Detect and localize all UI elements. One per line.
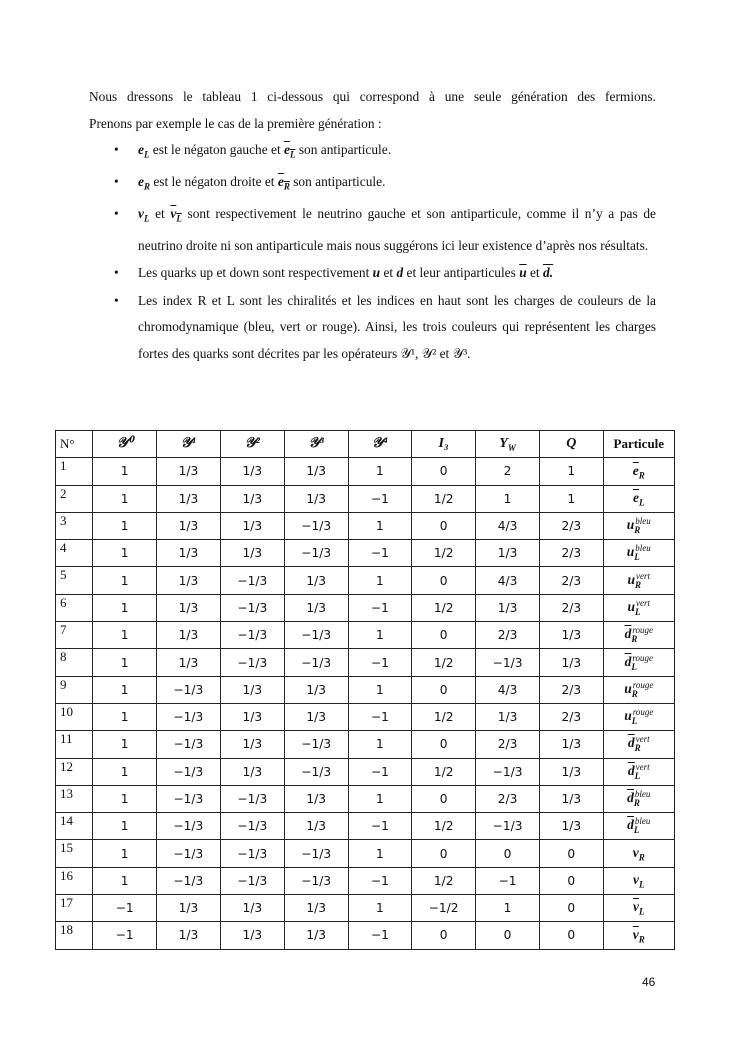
table-header-cell: 𝒴⁴ [348,431,412,458]
table-cell: −1/3 [284,649,348,676]
table-cell: −1/3 [220,785,284,812]
table-header-row [56,431,675,458]
table-cell: −1/3 [156,813,220,840]
table-row [56,895,675,922]
table-cell: 1/3 [220,676,284,703]
table-cell: 0 [540,840,604,867]
table-cell: 1 [540,458,604,485]
table-row [56,922,675,949]
particle-cell: $\overline{d}$ rouge L [603,649,674,676]
table-cell: 1 [93,485,157,512]
table-cell: 1/3 [284,458,348,485]
table-cell: 1 [93,458,157,485]
table-cell: 1/3 [540,813,604,840]
table-cell: 1/3 [220,922,284,949]
table-cell: −1 [93,895,157,922]
table-cell: −1 [348,922,412,949]
table-row [56,758,675,785]
table-cell: −1 [348,485,412,512]
particle-cell: u bleu R [603,512,674,539]
table-cell: −1 [476,867,540,894]
table-row [56,567,675,594]
table-cell: 1/3 [220,758,284,785]
table-cell: 2/3 [540,594,604,621]
table-header-cell: 𝒴¹ [156,431,220,458]
table-cell: 2/3 [540,703,604,730]
table-cell: 18 [56,922,93,949]
table-cell: 1 [93,540,157,567]
table-row [56,458,675,485]
symbol-d-bar: d. [543,265,554,281]
table-cell: −1/3 [476,649,540,676]
table-cell: 0 [476,922,540,949]
table-cell: 2/3 [540,512,604,539]
table-cell: 5 [56,567,93,594]
table-cell: 3 [56,512,93,539]
table-cell: 1/3 [156,594,220,621]
table-cell: 1/2 [412,540,476,567]
table-cell: 0 [540,867,604,894]
table-header-cell: $Y_W$ [476,431,540,458]
table-cell: 1 [93,567,157,594]
table-cell: 10 [56,703,93,730]
table-cell: −1/3 [220,567,284,594]
table-cell: −1/3 [156,731,220,758]
particle-cell: $\overline{d}$ vert L [603,758,674,785]
table-cell: 7 [56,622,93,649]
table-cell: 1/3 [220,458,284,485]
table-cell: 1/2 [412,813,476,840]
bullet-electron-left [114,137,656,168]
bullet-quarks [114,260,656,287]
table-cell: 0 [540,922,604,949]
table-header-cell: Q [540,431,604,458]
table-cell: 1/3 [284,813,348,840]
table-cell: 1 [540,485,604,512]
table-cell: 2/3 [540,676,604,703]
table-cell: 1 [93,594,157,621]
table-cell: −1/3 [156,758,220,785]
table-cell: 1/3 [540,785,604,812]
table-header-cell: 𝒴³ [284,431,348,458]
table-header-cell: I₃ [412,431,476,458]
table-cell: 1/3 [284,594,348,621]
table-row [56,731,675,758]
table-cell: −1 [348,594,412,621]
particle-cell: u rouge L [603,703,674,730]
particle-cell: $\overline{d}$ bleu L [603,813,674,840]
table-cell: −1/3 [220,622,284,649]
table-cell: 1 [348,895,412,922]
table-cell: 8 [56,649,93,676]
table-cell: 1 [348,622,412,649]
particle-cell: u vert L [603,594,674,621]
table-cell: 0 [476,840,540,867]
table-cell: 1/3 [540,649,604,676]
particle-cell: $\overline{d}$ bleu R [603,785,674,812]
table-cell: 1/3 [476,594,540,621]
table-cell: 1/3 [220,895,284,922]
table-cell: 1/3 [220,512,284,539]
table-cell: −1 [93,922,157,949]
symbol-nu-left-bar: $\nu_L$ [170,206,182,225]
table-cell: 12 [56,758,93,785]
table-cell: 1 [93,840,157,867]
table-cell: 1 [93,622,157,649]
bullet-dot-icon: • [114,292,119,308]
table-cell: 1/2 [412,485,476,512]
table-row [56,512,675,539]
table-cell: −1/3 [284,540,348,567]
table-cell: −1/3 [284,840,348,867]
table-cell: 1/3 [284,895,348,922]
table-cell: 13 [56,785,93,812]
table-cell: 1/3 [476,703,540,730]
bullet-dot-icon: • [114,265,119,281]
particle-cell: $\overline{\nu}_L$ [603,895,674,922]
bullet-text: et [526,265,543,281]
table-cell: 0 [412,922,476,949]
table-cell: 0 [412,840,476,867]
intro-line-2: Prenons par exemple le cas de la première génération : [89,116,382,131]
bullet-text: son antiparticule. [295,142,392,157]
table-cell: 2/3 [476,785,540,812]
table-cell: 1 [348,785,412,812]
table-cell: 1/3 [540,758,604,785]
table-cell: 1/3 [476,540,540,567]
table-cell: 1/3 [156,567,220,594]
table-cell: 1 [93,867,157,894]
table-row [56,840,675,867]
table-cell: 1 [348,731,412,758]
table-cell: 1 [93,512,157,539]
table-cell: −1 [348,540,412,567]
fermion-table [55,430,675,950]
page-number: 46 [642,975,656,989]
table-cell: 1/3 [220,485,284,512]
table-cell: 1 [476,485,540,512]
table-cell: 1/2 [412,703,476,730]
table-cell: 1 [56,458,93,485]
table-header-cell: 𝒴² [220,431,284,458]
table-cell: 0 [412,622,476,649]
table-cell: 1/3 [284,676,348,703]
bullet-dot-icon: • [114,206,119,222]
bullet-index [114,288,656,368]
table-cell: −1/3 [156,676,220,703]
bullet-dot-icon: • [114,174,119,190]
bullet-text: Les index R et L sont les chiralités et les indices en haut sont les charges de couleurs de la chromodynamique (bleu, vert or rouge). Ainsi, les trois couleurs qui représentent les charges fortes des quarks sont décrites par les opérateurs 𝒴¹, 𝒴² et 𝒴³. [138,292,656,361]
bullet-dot-icon: • [114,142,119,157]
symbol-nu-left: $\nu_L$ [138,206,150,225]
table-cell: −1/3 [156,703,220,730]
table-cell: −1/3 [220,594,284,621]
table-cell: 0 [412,458,476,485]
bullet-text: son antiparticule. [289,174,386,190]
symbol-e-right-bar: $e_R$ [277,174,290,192]
particle-cell: $\nu_L$ [603,867,674,894]
symbol-e-left: $e_L$ [138,142,150,160]
particle-cell: u bleu L [603,540,674,567]
table-cell: 1/3 [540,622,604,649]
table-cell: 0 [540,895,604,922]
table-cell: 1 [348,512,412,539]
table-header-cell: N° [56,431,93,458]
table-row [56,540,675,567]
table-cell: −1/2 [412,895,476,922]
table-cell: 1/3 [156,512,220,539]
table-cell: 1 [93,758,157,785]
table-cell: 1 [93,703,157,730]
table-cell: 1/3 [220,703,284,730]
symbol-u-bar: $\overline{u}$ [519,265,527,281]
table-cell: 0 [412,676,476,703]
table-cell: −1 [348,758,412,785]
table-cell: 1/3 [284,922,348,949]
bullet-text: et leur antiparticules [403,265,520,281]
table-cell: 1/3 [156,649,220,676]
table-cell: 1 [93,649,157,676]
table-cell: 1/2 [412,867,476,894]
table-cell: −1 [348,867,412,894]
table-row [56,622,675,649]
table-cell: −1/3 [284,758,348,785]
table-cell: 17 [56,895,93,922]
table-cell: −1/3 [476,813,540,840]
particle-cell: $\overline{e}_L$ [603,485,674,512]
table-cell: 4/3 [476,676,540,703]
table-cell: 1/3 [284,703,348,730]
bullet-text: est le négaton droite et [149,174,278,190]
particle-cell: $\overline{d}$ rouge R [603,622,674,649]
table-cell: 1 [348,458,412,485]
table-cell: 1/3 [284,785,348,812]
table-cell: −1/3 [284,512,348,539]
table-cell: −1/3 [220,649,284,676]
table-cell: 1/3 [220,540,284,567]
table-header-cell: Particule [603,431,674,458]
symbol-e-left-bar: $e_L$ [284,142,296,160]
table-cell: 1 [348,840,412,867]
table-row [56,813,675,840]
table-cell: 2/3 [540,567,604,594]
table-cell: −1 [348,703,412,730]
bullet-text: et [149,206,171,222]
intro-line-1: Nous dressons le tableau 1 ci-dessous qui correspond à une seule génération des fermions. [89,89,656,104]
table-cell: 4/3 [476,512,540,539]
table-cell: −1/3 [284,622,348,649]
table-cell: 1/2 [412,594,476,621]
table-cell: −1/3 [220,867,284,894]
table-cell: 16 [56,867,93,894]
table-cell: 1 [93,676,157,703]
particle-cell: $\overline{e}_R$ [603,458,674,485]
symbol-e-right: $e_R$ [138,174,150,192]
particle-cell: $\nu_R$ [603,840,674,867]
table-row [56,867,675,894]
bullet-text: et [380,265,397,281]
table-cell: −1 [348,813,412,840]
table-cell: 0 [412,785,476,812]
particle-cell: $\overline{\nu}_R$ [603,922,674,949]
table-cell: 2/3 [476,622,540,649]
bullet-neutrino [114,201,656,259]
table-cell: 1/3 [156,895,220,922]
particle-cell: $\overline{d}$ vert R [603,731,674,758]
table-row [56,703,675,730]
table-row [56,485,675,512]
table-header-cell: 𝒴⁰ [93,431,157,458]
table-row [56,649,675,676]
table-cell: 1/3 [156,540,220,567]
table-cell: 11 [56,731,93,758]
table-cell: 1/3 [284,485,348,512]
bullet-text: sont respectivement le neutrino gauche et son antiparticule, comme il n’y a pas de neutrino droite ni son antiparticule mais nous suggérons ici leur existence d’après nos résultats. [138,206,656,253]
table-cell: 9 [56,676,93,703]
table-cell: 1 [93,731,157,758]
table-cell: 1 [348,676,412,703]
table-cell: 2/3 [540,540,604,567]
bullet-text: Les quarks up et down sont respectivement [138,265,373,281]
table-cell: 1/3 [156,458,220,485]
table-body [56,458,675,949]
bullet-list [114,137,656,368]
table-cell: 1/3 [284,567,348,594]
symbol-u: u [372,265,381,281]
table-cell: −1/3 [476,758,540,785]
table-cell: 2 [56,485,93,512]
table-cell: −1/3 [220,840,284,867]
table-cell: 0 [412,731,476,758]
symbol-d: d [396,265,404,281]
table-cell: −1 [348,649,412,676]
table-cell: −1/3 [284,731,348,758]
table-cell: 1/3 [156,485,220,512]
table-cell: 4/3 [476,567,540,594]
table-cell: −1/3 [156,840,220,867]
table-cell: 0 [412,567,476,594]
table-cell: 1/3 [220,731,284,758]
table-cell: 1/2 [412,649,476,676]
table-cell: 4 [56,540,93,567]
table-cell: −1/3 [220,813,284,840]
table-cell: 14 [56,813,93,840]
table-cell: 1 [348,567,412,594]
table-cell: −1/3 [156,785,220,812]
bullet-text: est le négaton gauche et [149,142,285,157]
table-cell: 2/3 [476,731,540,758]
table-row [56,594,675,621]
particle-cell: u rouge R [603,676,674,703]
table-row [56,785,675,812]
table-cell: 15 [56,840,93,867]
table-cell: 1/2 [412,758,476,785]
table-row [56,676,675,703]
table-cell: 0 [412,512,476,539]
table-cell: 1 [476,895,540,922]
particle-cell: u vert R [603,567,674,594]
table-cell: −1/3 [284,867,348,894]
bullet-electron-right [114,169,656,200]
table-cell: 6 [56,594,93,621]
table-cell: 1 [93,813,157,840]
table-cell: −1/3 [156,867,220,894]
table-cell: 2 [476,458,540,485]
table-cell: 1/3 [540,731,604,758]
table-cell: 1 [93,785,157,812]
table-cell: 1/3 [156,922,220,949]
table-cell: 1/3 [156,622,220,649]
